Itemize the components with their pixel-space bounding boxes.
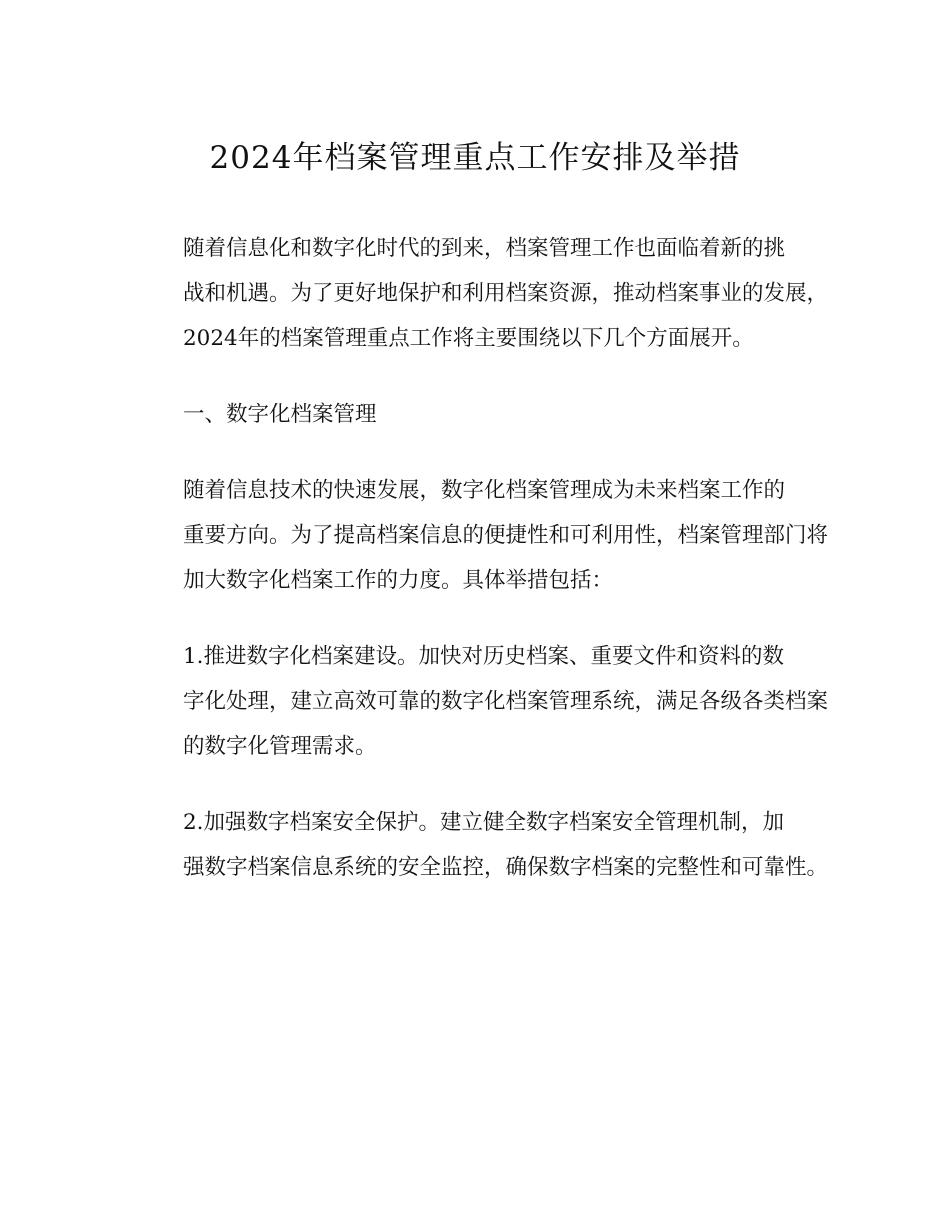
list-item xyxy=(140,800,829,890)
paragraph-line: 2024年的档案管理重点工作将主要围绕以下几个方面展开。 xyxy=(183,326,754,351)
paragraph-line: 重要方向。为了提高档案信息的便捷性和可利用性，档案管理部门将 xyxy=(183,523,829,548)
paragraph-line: 1.推进数字化档案建设。加快对历史档案、重要文件和资料的数 xyxy=(183,644,785,669)
paragraph-line: 强数字档案信息系统的安全监控，确保数字档案的完整性和可靠性。 xyxy=(183,855,829,880)
document-title: 2024年档案管理重点工作安排及举措 xyxy=(209,140,741,176)
list-item xyxy=(140,634,829,769)
document-body xyxy=(140,226,829,921)
paragraph-line: 2.加强数字档案安全保护。建立健全数字档案安全管理机制，加 xyxy=(183,810,785,835)
section-heading xyxy=(140,392,798,437)
section-paragraph xyxy=(140,468,829,603)
paragraph-line: 战和机遇。为了更好地保护和利用档案资源，推动档案事业的发展， xyxy=(183,281,829,306)
intro-paragraph xyxy=(140,226,829,361)
paragraph-line: 随着信息化和数字化时代的到来，档案管理工作也面临着新的挑 xyxy=(183,236,786,261)
paragraph-line: 随着信息技术的快速发展，数字化档案管理成为未来档案工作的 xyxy=(183,478,786,503)
paragraph-line: 的数字化管理需求。 xyxy=(183,734,377,759)
section-heading-text: 一、数字化档案管理 xyxy=(183,402,377,427)
paragraph-line: 字化处理，建立高效可靠的数字化档案管理系统，满足各级各类档案 xyxy=(183,689,829,714)
paragraph-line: 加大数字化档案工作的力度。具体举措包括： xyxy=(183,568,614,593)
